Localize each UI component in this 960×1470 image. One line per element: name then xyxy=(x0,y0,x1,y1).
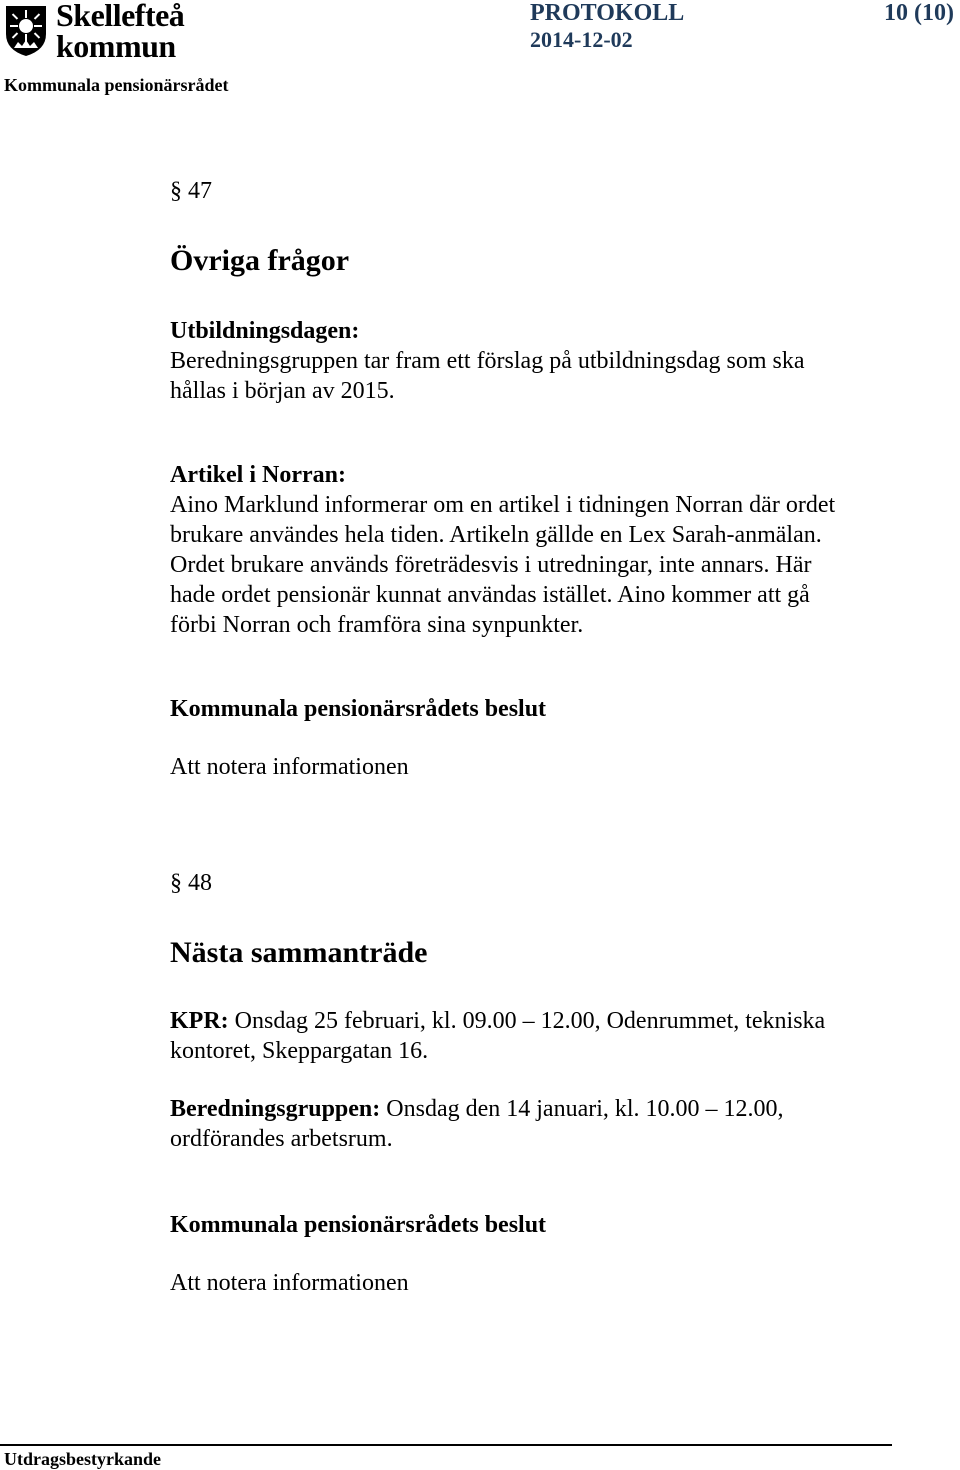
kpr-text: Onsdag 25 februari, kl. 09.00 – 12.00, Odenrummet, tekniska xyxy=(228,1008,826,1034)
document-date: 2014-12-02 xyxy=(530,27,633,52)
section-number: § 48 xyxy=(170,870,212,896)
item-utbildningsdagen xyxy=(170,316,890,406)
kpr-text-line2: kontoret, Skeppargatan 16. xyxy=(170,1038,429,1064)
bg-text-line2: ordförandes arbetsrum. xyxy=(170,1126,393,1152)
section-number: § 47 xyxy=(170,178,212,204)
decision-heading-text: Kommunala pensionärsrådets beslut xyxy=(170,1212,547,1238)
item-text-line: förbi Norran och framföra sina synpunkter. xyxy=(170,612,584,638)
item-text-line: Aino Marklund informerar om en artikel i tidningen Norran där ordet xyxy=(170,492,836,518)
item-text-line: Ordet brukare används företrädesvis i utredningar, inte annars. Här xyxy=(170,552,812,578)
decision-text-value: Att notera informationen xyxy=(170,754,409,780)
kpr-label: KPR: xyxy=(170,1008,229,1034)
footer-divider xyxy=(0,1444,892,1446)
logo-line2: kommun xyxy=(56,28,176,64)
item-artikel-norran xyxy=(170,460,890,640)
section-47-number: 47 xyxy=(188,178,212,204)
municipality-logo xyxy=(56,0,185,64)
footer-label: Utdragsbestyrkande xyxy=(4,1449,162,1469)
item-text-line: hade ordet pensionär kunnat användas istället. Aino kommer att gå xyxy=(170,582,810,608)
logo-line1: Skellefteå xyxy=(56,0,185,33)
municipality-emblem-icon xyxy=(4,4,48,58)
meeting-beredningsgruppen xyxy=(170,1094,890,1154)
decision-heading-text: Kommunala pensionärsrådets beslut xyxy=(170,696,547,722)
item-heading: Artikel i Norran: xyxy=(170,462,346,488)
bg-text: Onsdag den 14 januari, kl. 10.00 – 12.00, xyxy=(380,1096,784,1122)
item-text: Beredningsgruppen tar fram ett förslag på utbildningsdag som ska hållas i början av 2015. xyxy=(170,348,805,404)
organization-name: Kommunala pensionärsrådet xyxy=(4,75,229,95)
item-heading: Utbildningsdagen: xyxy=(170,318,360,344)
page-number: 10 (10) xyxy=(884,0,954,26)
item-text-line: brukare användes hela tiden. Artikeln gällde en Lex Sarah-anmälan. xyxy=(170,522,822,548)
section-47-title: Övriga frågor xyxy=(170,244,350,277)
decision-text xyxy=(170,752,890,782)
decision-text xyxy=(170,1268,890,1298)
document-type: PROTOKOLL xyxy=(530,0,685,26)
decision-heading xyxy=(170,1210,890,1240)
meeting-kpr xyxy=(170,1006,890,1066)
decision-heading xyxy=(170,694,890,724)
bg-label: Beredningsgruppen: xyxy=(170,1096,381,1122)
decision-text-value: Att notera informationen xyxy=(170,1270,409,1296)
section-48-title: Nästa sammanträde xyxy=(170,936,428,969)
section-48-number: 48 xyxy=(188,870,212,896)
